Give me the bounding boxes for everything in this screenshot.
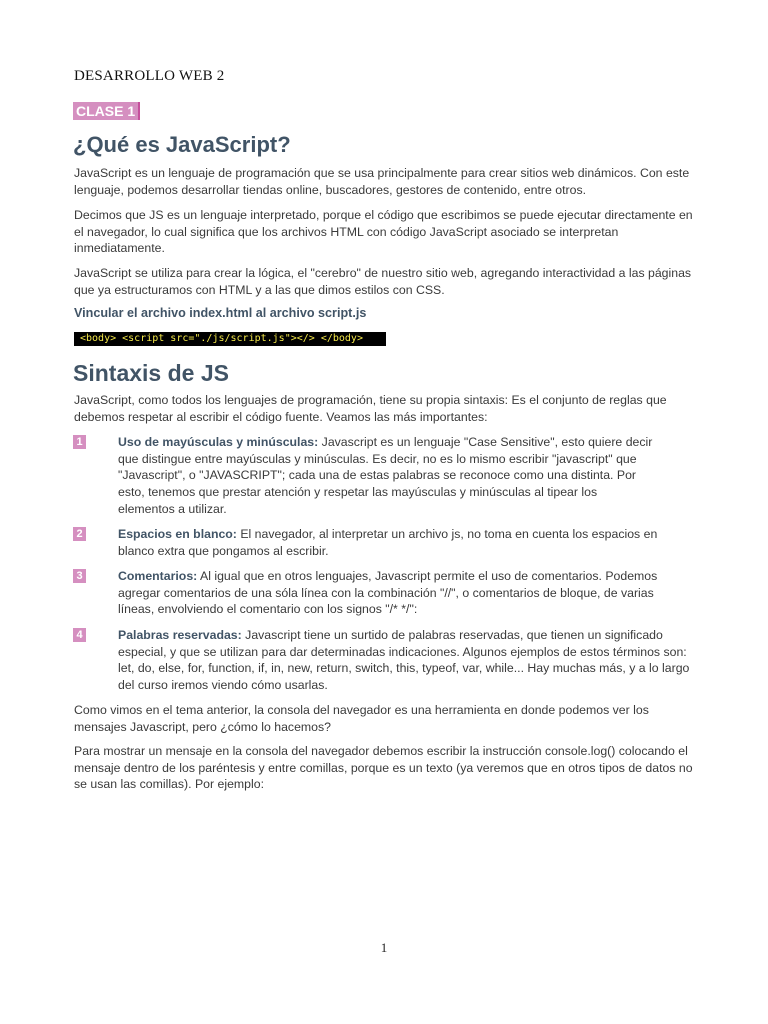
list-item-text: Javascript es un lenguaje "Case Sensitive", esto quiere decir que distingue entre mayúsculas y minúsculas. Es decir, no es lo mismo escribir "javascript" que "Javascript", o "JAVASCRIPT"; cada una de estas palabras se reconoce como una distinta. Por esto, tenemos que prestar atención y respetar las mayúsculas y minúsculas al tipear los elementos a utilizar. bbox=[118, 435, 653, 516]
list-item-term: Palabras reservadas: bbox=[118, 628, 242, 642]
list-number-badge: 3 bbox=[73, 569, 86, 583]
class-tag: CLASE 1 bbox=[73, 102, 140, 120]
paragraph-interpreted: Decimos que JS es un lenguaje interpretado, porque el código que escribimos se puede ejecutar directamente en el navegador, lo cual significa que los archivos HTML con código JavaScript asociado se interpretan inmediatamente. bbox=[74, 208, 693, 256]
list-item bbox=[118, 568, 690, 618]
paragraph-console-log: Para mostrar un mensaje en la consola del navegador debemos escribir la instrucción console.log() colocando el mensaje dentro de los paréntesis y entre comillas, porque es un texto (ya veremos que en otros tipos de datos no se usan las comillas). Por ejemplo: bbox=[74, 744, 693, 792]
list-number-badge: 1 bbox=[73, 435, 86, 449]
subtitle-link-script: Vincular el archivo index.html al archivo script.js bbox=[74, 306, 367, 320]
list-item-term: Uso de mayúsculas y minúsculas: bbox=[118, 435, 319, 449]
list-item-text: Al igual que en otros lenguajes, Javascript permite el uso de comentarios. Podemos agregar comentarios de una sóla línea con la combinación "//", o comentarios de bloque, de varias líneas, envolviendo el comentario con los signos "/* */": bbox=[118, 569, 658, 617]
paragraph-logic: JavaScript se utiliza para crear la lógica, el "cerebro" de nuestro sitio web, agregando interactividad a las páginas que ya estructuramos con HTML y a las que dimos estilos con CSS. bbox=[74, 266, 692, 297]
list-item-term: Comentarios: bbox=[118, 569, 198, 583]
list-item-text: Javascript tiene un surtido de palabras reservadas, que tienen un significado especial, y que se utilizan para dar determinadas indicaciones. Algunos ejemplos de estos términos son: let, do, else, for, function, if, in, new, return, switch, this, typeof, var, while... Hay muchas más, y a lo largo del curso iremos viendo cómo usarlas. bbox=[118, 628, 690, 693]
page-number: 1 bbox=[380, 940, 388, 955]
section-title-what-is-js: ¿Qué es JavaScript? bbox=[73, 132, 291, 157]
code-snippet: <body> <script src="./js/script.js"></> </body> bbox=[74, 332, 386, 346]
list-number-badge: 2 bbox=[73, 527, 86, 541]
list-item-text: El navegador, al interpretar un archivo js, no toma en cuenta los espacios en blanco extra que pongamos al escribir. bbox=[118, 527, 658, 558]
paragraph-syntax-intro: JavaScript, como todos los lenguajes de programación, tiene su propia sintaxis: Es el conjunto de reglas que debemos respetar al escribir el código fuente. Veamos las más importantes: bbox=[74, 393, 667, 424]
list-item bbox=[118, 434, 653, 518]
list-number-badge: 4 bbox=[73, 628, 86, 642]
list-item bbox=[118, 627, 690, 694]
list-item bbox=[118, 526, 690, 559]
section-title-syntax: Sintaxis de JS bbox=[73, 360, 229, 386]
paragraph-intro: JavaScript es un lenguaje de programación que se usa principalmente para crear sitios web dinámicos. Con este lenguaje, podemos desarrollar tiendas online, buscadores, gestores de contenido, entre otros. bbox=[74, 166, 690, 197]
paragraph-console: Como vimos en el tema anterior, la consola del navegador es una herramienta en donde podemos ver los mensajes Javascript, pero ¿cómo lo hacemos? bbox=[74, 703, 649, 734]
list-item-term: Espacios en blanco: bbox=[118, 527, 237, 541]
course-header: DESARROLLO WEB 2 bbox=[74, 68, 225, 84]
